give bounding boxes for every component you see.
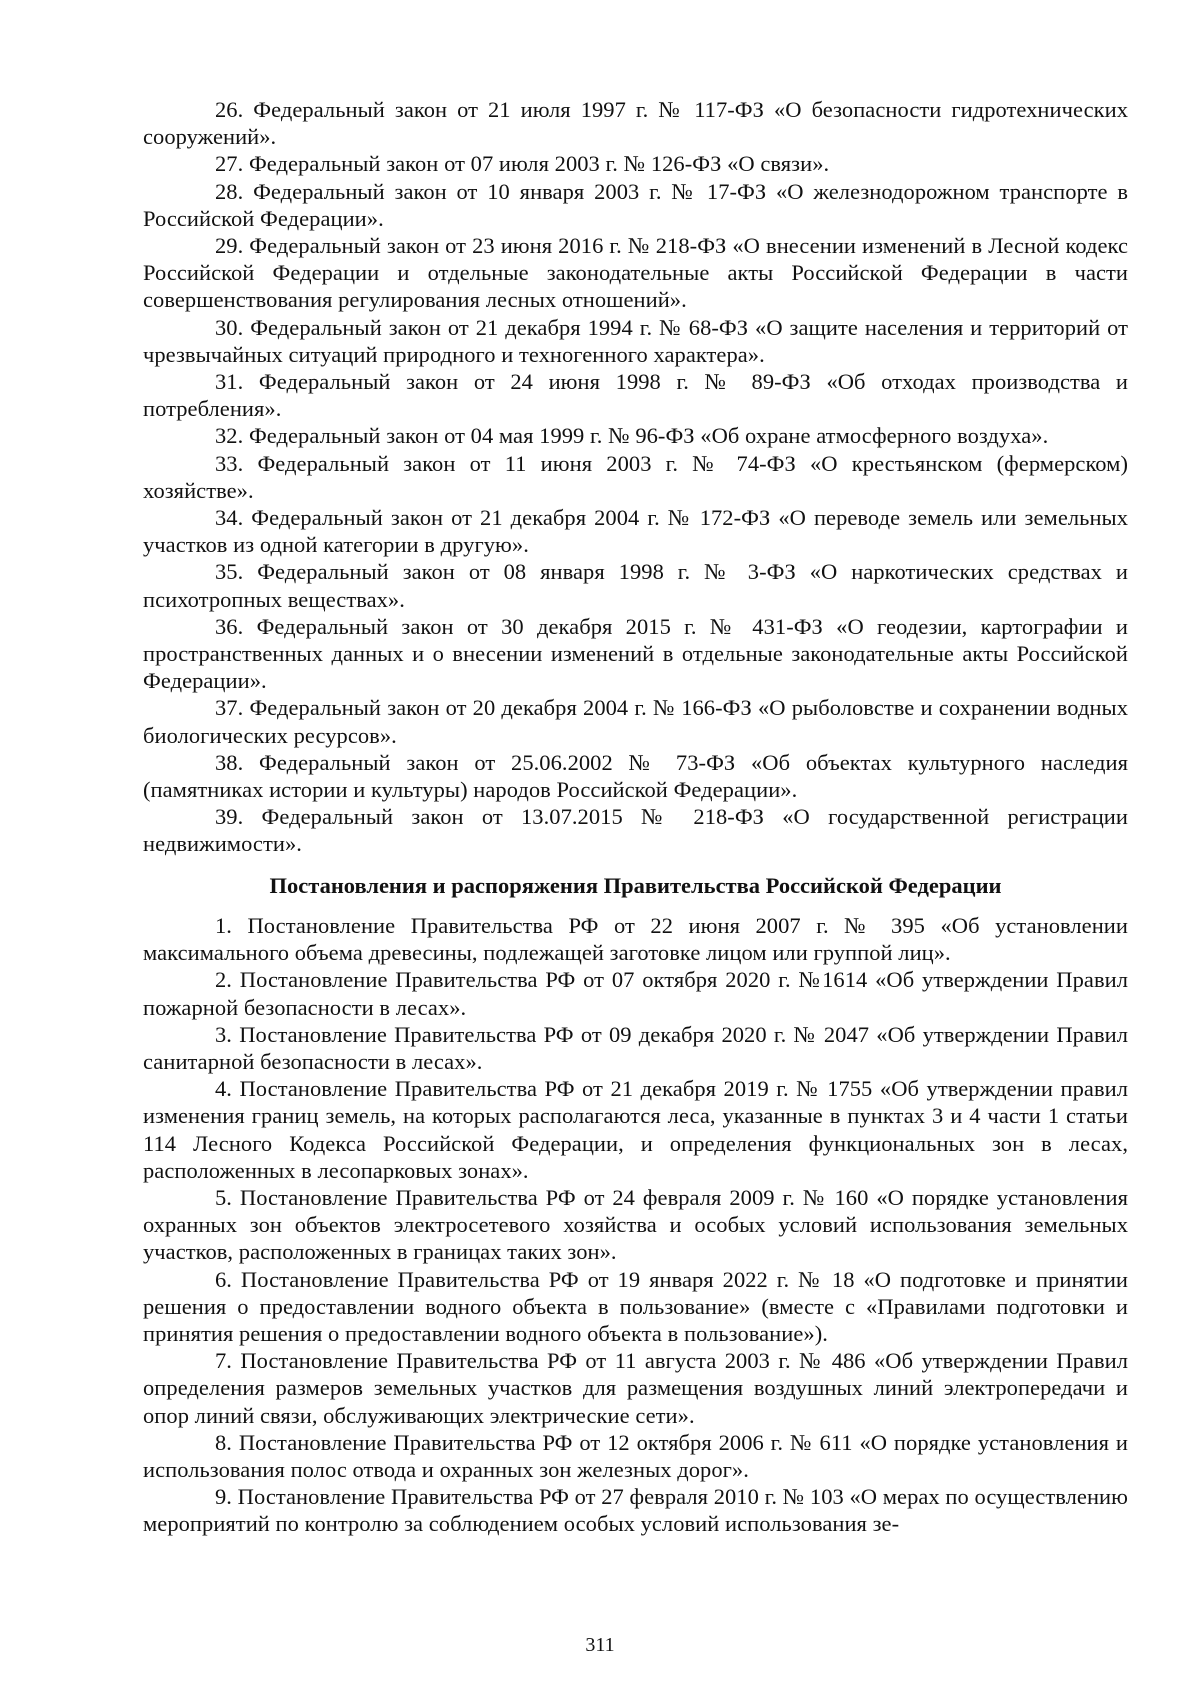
list-item: 29. Федеральный закон от 23 июня 2016 г. № 218-ФЗ «О внесении изменений в Лесной кодекс Российской Федерации и отдельные законодательные акты Российской Федерации в части совершенствования регулирования лесных отношений». [143, 233, 1128, 313]
list-item: 31. Федеральный закон от 24 июня 1998 г. № 89-ФЗ «Об отходах производства и потребления». [143, 369, 1128, 422]
list-item: 8. Постановление Правительства РФ от 12 октября 2006 г. № 611 «О порядке установления и использования полос отвода и охранных зон железных дорог». [143, 1429, 1128, 1482]
list-item: 37. Федеральный закон от 20 декабря 2004 г. № 166-ФЗ «О рыболовстве и сохранении водных биологических ресурсов». [143, 695, 1128, 748]
resolutions-list [143, 912, 1128, 1538]
list-item: 1. Постановление Правительства РФ от 22 июня 2007 г. № 395 «Об установлении максимального объема древесины, подлежащей заготовке лицом или группой лиц». [143, 912, 1128, 966]
section-heading: Постановления и распоряжения Правительства Российской Федерации [269, 872, 1002, 898]
list-item: 3. Постановление Правительства РФ от 09 декабря 2020 г. № 2047 «Об утверждении Правил санитарной безопасности в лесах». [143, 1021, 1128, 1074]
list-item: 9. Постановление Правительства РФ от 27 февраля 2010 г. № 103 «О мерах по осуществлению мероприятий по контролю за соблюдением особых условий использования зе- [143, 1484, 1128, 1537]
list-item: 7. Постановление Правительства РФ от 11 августа 2003 г. № 486 «Об утверждении Правил определения размеров земельных участков для размещения воздушных линий электропередачи и опор линий связи, обслуживающих электрические сети». [143, 1348, 1128, 1428]
list-item: 27. Федеральный закон от 07 июля 2003 г. № 126-ФЗ «О связи». [215, 151, 830, 177]
list-item: 36. Федеральный закон от 30 декабря 2015 г. № 431-ФЗ «О геодезии, картографии и пространственных данных и о внесении изменений в отдельные законодательные акты Российской Федерации». [143, 613, 1128, 694]
list-item: 39. Федеральный закон от 13.07.2015 № 218-ФЗ «О государственной регистрации недвижимости». [143, 804, 1128, 857]
list-item: 2. Постановление Правительства РФ от 07 октября 2020 г. №1614 «Об утверждении Правил пожарной безопасности в лесах». [143, 967, 1128, 1020]
list-item: 34. Федеральный закон от 21 декабря 2004 г. № 172-ФЗ «О переводе земель или земельных участков из одной категории в другую». [143, 505, 1128, 558]
list-item: 28. Федеральный закон от 10 января 2003 г. № 17-ФЗ «О железнодорожном транспорте в Российской Федерации». [143, 178, 1128, 231]
list-item: 6. Постановление Правительства РФ от 19 января 2022 г. № 18 «О подготовке и принятии решения о предоставлении водного объекта в пользование» (вместе с «Правилами подготовки и принятия решения о предоставлении водного объекта в пользование»). [143, 1266, 1128, 1346]
page-number: 311 [585, 1634, 615, 1656]
list-item: 32. Федеральный закон от 04 мая 1999 г. № 96-ФЗ «Об охране атмосферного воздуха». [215, 423, 1049, 449]
list-item: 4. Постановление Правительства РФ от 21 декабря 2019 г. № 1755 «Об утверждении правил изменения границ земель, на которых располагаются леса, указанные в пунктах 3 и 4 части 1 статьи 114 Лесного Кодекса Российской Федерации, и определения функциональных зон в лесах, расположенных в лесопарковых зонах». [143, 1076, 1128, 1183]
federal-laws-list [143, 96, 1128, 858]
list-item: 5. Постановление Правительства РФ от 24 февраля 2009 г. № 160 «О порядке установления охранных зон объектов электросетевого хозяйства и особых условий использования земельных участков, расположенных в границах таких зон». [143, 1184, 1128, 1265]
list-item: 35. Федеральный закон от 08 января 1998 г. № 3-ФЗ «О наркотических средствах и психотропных веществах». [143, 559, 1128, 612]
document-page [143, 96, 1128, 1538]
list-item: 38. Федеральный закон от 25.06.2002 № 73-ФЗ «Об объектах культурного наследия (памятниках истории и культуры) народов Российской Федерации». [143, 749, 1128, 803]
list-item: 30. Федеральный закон от 21 декабря 1994 г. № 68-ФЗ «О защите населения и территорий от чрезвычайных ситуаций природного и техногенного характера». [143, 314, 1128, 367]
list-item: 26. Федеральный закон от 21 июля 1997 г. № 117-ФЗ «О безопасности гидротехнических сооружений». [143, 97, 1128, 150]
list-item: 33. Федеральный закон от 11 июня 2003 г. № 74-ФЗ «О крестьянском (фермерском) хозяйстве». [143, 450, 1128, 503]
